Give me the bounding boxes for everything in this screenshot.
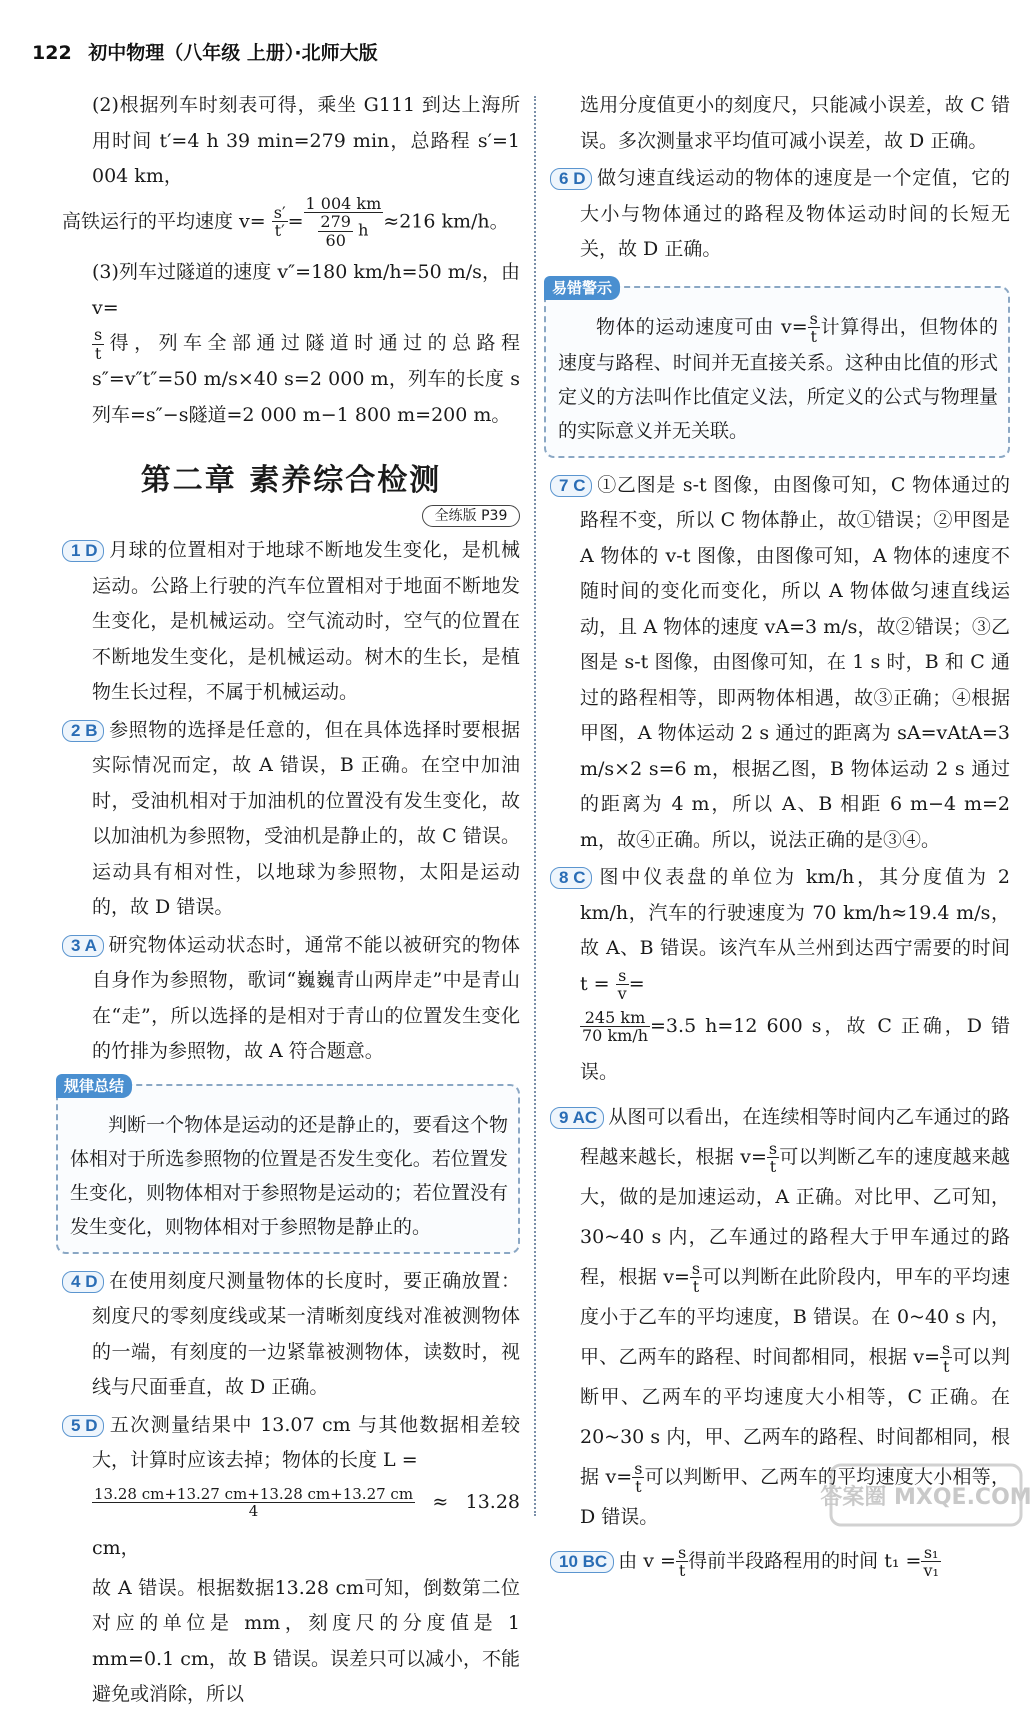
answer-7: 7 C ①乙图是 s-t 图像，由图像可知，C 物体通过的路程不变，所以 C 物体静止，故①错误；②甲图是 A 物体的 v-t 图像，由图像可知，A 物体的速度不随时间的变化而变化，所以 A 物体做匀速直线运动，且 A 物体的速度 vA=3 m/s，故②错误；③乙图是 s-t 图像，由图像可知，在 1 s 时，B 和 C 通过的路程相等，即两物体相遇，故③正确；④根据甲图，A 物体运动 2 s 通过的距离为 sA=vAtA=3 m/s×2 s=6 m，根据乙图，B 物体运动 2 s 通过的距离为 4 m，所以 A、B 相距 6 m−4 m=2 m，故④正确。所以，说法正确的是③④。: [550, 468, 1010, 859]
answer-5-continued: 故 A 错误。根据数据13.28 cm可知，倒数第二位对应的单位是 mm，刻度尺的分度值是 1 mm=0.1 cm，故 B 错误。误差只可以减小，不能避免或消除，所以: [92, 1576, 520, 1706]
part2-formula: 高铁运行的平均速度 v= $\frac{s'}{t'}$ = 1 004 km $\frac{279}{60}$ h ≈216 km/h。: [62, 193, 509, 250]
answer-badge-10: 10 BC: [550, 1551, 614, 1573]
answer-10: 10 BC 由 v = $\frac{s}{t}$ 得前半段路程用的时间 t₁ = $\frac{\text{s₁}}{\text{v₁}}$: [550, 1539, 1010, 1583]
answer-3: 3 A 研究物体运动状态时，通常不能以被研究的物体自身作为参照物，歌词“巍巍青山两岸走”中是青山在“走”，所以选择的是相对于青山的位置发生变化的竹排为参照物，故 A 符合题意。: [62, 928, 520, 1070]
answer-badge-9: 9 AC: [550, 1107, 604, 1129]
reference-badge: 全练版 P39: [422, 505, 520, 527]
tip-text: 判断一个物体是运动的还是静止的，要看这个物体相对于所选参照物的位置是否发生变化。若位置发生变化，则物体相对于参照物是运动的；若位置没有发生变化，则物体相对于参照物是静止的。: [70, 1113, 508, 1238]
answer-8-formula: $\frac{245 km}{70 km/h}$ =3.5 h=12 600 s，故 C 正确，D 错误。: [580, 1007, 1010, 1083]
answer-badge-7: 7 C: [550, 475, 592, 497]
answer-5-end: 选用分度值更小的刻度尺，只能减小误差，故 C 错误。多次测量求平均值可减小误差，故 D 正确。: [580, 94, 1010, 152]
answer-badge-3: 3 A: [62, 935, 104, 957]
answer-6: 6 D 做匀速直线运动的物体的速度是一个定值，它的大小与物体通过的路程及物体运动时间的长短无关，故 D 正确。: [550, 161, 1010, 268]
part3-continued: $\frac{s}{t}$ 得，列车全部通过隧道时通过的总路程 s″=v″t″=50 m/s×40 s=2 000 m，列车的长度 s列车=s″−s隧道=2 000 m−1 800 m=200 m。: [92, 325, 520, 426]
answer-9: 9 AC 从图可以看出，在连续相等时间内乙车通过的路程越来越长，根据 v= $\frac{s}{t}$ 可以判断乙车的速度越来越大，做的是加速运动，A 正确。对比甲、乙可知，30~40 s 内，乙车通过的路程大于甲车通过的路程，根据 v= $\frac{s}{t}$ 可以判断在此阶段内，甲车的平均速度小于乙车的平均速度，B 错误。在 0~40 s 内，甲、乙两车的路程、时间都相同，根据 v= $\frac{s}{t}$ 可以判断甲、乙两车的平均速度大小相等，C 正确。在 20~30 s 内，甲、乙两车的路程、时间都相同，根据 v= $\frac{s}{t}$ 可以判断甲、乙两车的平均速度大小相等，D 错误。: [550, 1097, 1010, 1537]
answer-badge-1: 1 D: [62, 540, 104, 562]
part2-paragraph: (2)根据列车时刻表可得，乘坐 G111 到达上海所用时间 t′=4 h 39 min=279 min，总路程 s′=1 004 km，: [92, 94, 520, 187]
answer-badge-2: 2 B: [62, 720, 104, 742]
tip-text: 物体的运动速度可由 v= $\frac{s}{t}$ 计算得出，但物体的速度与路程、时间并无直接关系。这种由比值的形式定义的方法叫作比值定义法，所定义的公式与物理量的实际意义并无关联。: [558, 308, 998, 442]
answer-8: 8 C 图中仪表盘的单位为 km/h，其分度值为 2 km/h，汽车的行驶速度为 70 km/h≈19.4 m/s，故 A、B 错误。该汽车从兰州到达西宁需要的时间 t = $\frac{s}{v}$ =: [550, 860, 1010, 1003]
answer-1: 1 D 月球的位置相对于地球不断地发生变化，是机械运动。公路上行驶的汽车位置相对于地面不断地发生变化，是机械运动。空气流动时，空气的位置在不断地发生变化，是机械运动。树木的生长，是植物生长过程，不属于机械运动。: [62, 533, 520, 711]
fraction-speed-calc: 1 004 km $\frac{279}{60}$ h: [305, 193, 382, 250]
right-column: [550, 88, 1010, 1583]
page-number: 122: [32, 42, 72, 64]
answer-2: 2 B 参照物的选择是任意的，但在具体选择时要根据实际情况而定，故 A 错误，B 正确。在空中加油时，受油机相对于加油机的位置没有发生变化，故以加油机为参照物，受油机是静止的，故 C 错误。运动具有相对性，以地球为参照物，太阳是运动的，故 D 错误。: [62, 713, 520, 926]
answer-4: 4 D 在使用刻度尺测量物体的长度时，要正确放置：刻度尺的零刻度线或某一清晰刻度线对准被测物体的一端，有刻度的一边紧靠被测物体，读数时，视线与尺面垂直，故 D 正确。: [62, 1264, 520, 1406]
tip-tag: 易错警示: [544, 276, 620, 300]
svg-text:答案圈 MXQE.COM: 答案圈 MXQE.COM: [820, 1485, 1032, 1510]
left-column: [62, 88, 520, 1713]
answer-badge-5: 5 D: [62, 1415, 104, 1437]
answer-badge-8: 8 C: [550, 867, 592, 889]
column-divider: [534, 96, 536, 1516]
answer-5: 5 D 五次测量结果中 13.07 cm 与其他数据相差较大，计算时应该去掉；物体的长度 L =: [62, 1408, 520, 1479]
fraction-s-over-t: $\frac{s'}{t'}$: [273, 202, 286, 241]
fraction-average-length: $\frac{13.28 cm+13.27 cm+13.28 cm+13.27 cm}{4}$: [94, 1484, 414, 1521]
tip-box-common-mistake: [544, 278, 1010, 458]
answer-badge-4: 4 D: [62, 1271, 104, 1293]
answer-badge-6: 6 D: [550, 168, 592, 190]
chapter-title: 第二章 素养综合检测: [140, 463, 442, 499]
book-title: 初中物理（八年级 上册）·北师大版: [88, 42, 378, 64]
watermark-logo: [820, 1460, 1032, 1530]
answer-5-formula: $\frac{13.28 cm+13.27 cm+13.28 cm+13.27 cm}{4}$ ≈ 13.28 cm，: [92, 1484, 521, 1559]
part3-paragraph: (3)列车过隧道的速度 v″=180 km/h=50 m/s，由 v=: [92, 261, 520, 319]
page-header: [32, 38, 378, 68]
tip-tag: 规律总结: [56, 1074, 132, 1098]
tip-box-rule-summary: [56, 1076, 520, 1254]
